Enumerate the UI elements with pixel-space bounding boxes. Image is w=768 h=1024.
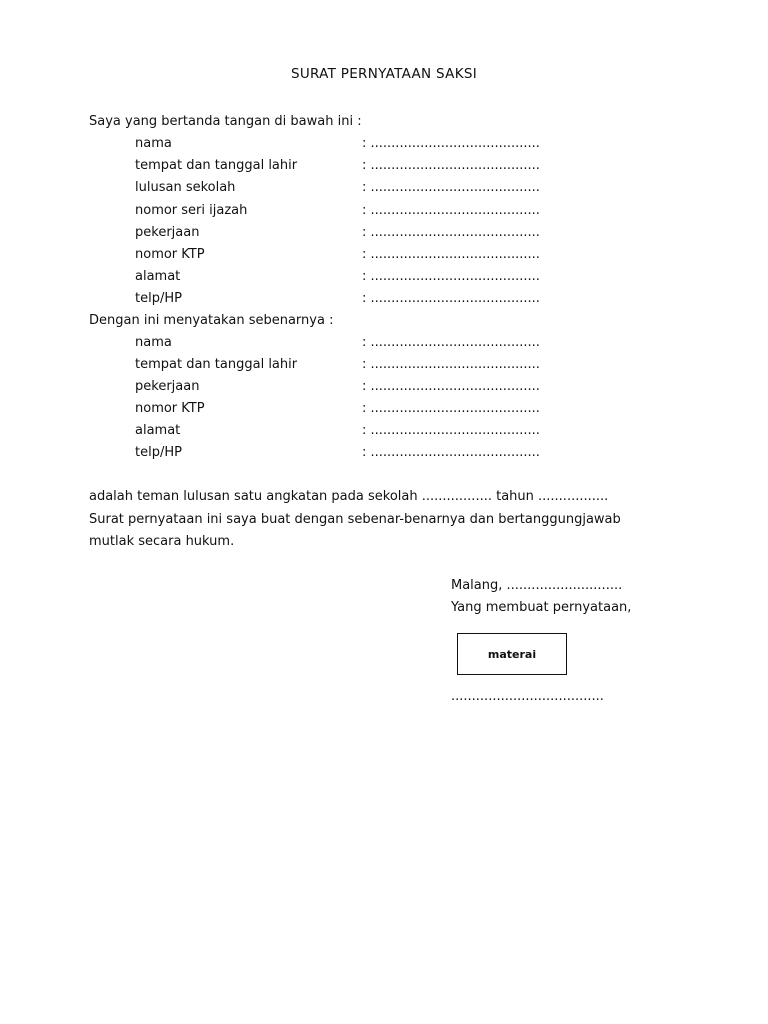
field-value-blank: : ......................................... xyxy=(362,445,540,460)
field-label: nomor seri ijazah xyxy=(135,203,248,218)
field-label: telp/HP xyxy=(135,445,182,460)
field-value-blank: : ......................................... xyxy=(362,158,540,173)
field-label: pekerjaan xyxy=(135,225,200,240)
field-value-blank: : ......................................... xyxy=(362,379,540,394)
field-label: alamat xyxy=(135,423,181,438)
field-label: tempat dan tanggal lahir xyxy=(135,158,298,173)
field-value-blank: : ......................................... xyxy=(362,269,540,284)
field-label: pekerjaan xyxy=(135,379,200,394)
stamp-label: materai xyxy=(487,647,537,661)
statement-line-3: mutlak secara hukum. xyxy=(89,534,235,549)
field-label: alamat xyxy=(135,269,181,284)
field-label: nomor KTP xyxy=(135,247,205,262)
field-label: tempat dan tanggal lahir xyxy=(135,357,298,372)
field-value-blank: : ......................................... xyxy=(362,291,540,306)
signer-caption: Yang membuat pernyataan, xyxy=(451,600,632,615)
field-value-blank: : ......................................... xyxy=(362,423,540,438)
field-value-blank: : ......................................... xyxy=(362,335,540,350)
field-value-blank: : ......................................... xyxy=(362,180,540,195)
field-label: nama xyxy=(135,136,172,151)
statement-line-1: adalah teman lulusan satu angkatan pada sekolah ................. tahun ................. xyxy=(89,489,609,504)
field-label: nama xyxy=(135,335,172,350)
field-value-blank: : ......................................... xyxy=(362,136,540,151)
intro-text-1: Saya yang bertanda tangan di bawah ini : xyxy=(89,114,362,129)
field-label: telp/HP xyxy=(135,291,182,306)
stamp-box xyxy=(457,633,567,675)
field-label: lulusan sekolah xyxy=(135,180,236,195)
statement-line-2: Surat pernyataan ini saya buat dengan sebenar-benarnya dan bertanggungjawab xyxy=(89,512,621,527)
intro-text-2: Dengan ini menyatakan sebenarnya : xyxy=(89,313,334,328)
document-title: SURAT PERNYATAAN SAKSI xyxy=(290,66,478,82)
field-label: nomor KTP xyxy=(135,401,205,416)
field-value-blank: : ......................................... xyxy=(362,401,540,416)
field-value-blank: : ......................................... xyxy=(362,357,540,372)
field-value-blank: : ......................................... xyxy=(362,203,540,218)
field-value-blank: : ......................................... xyxy=(362,247,540,262)
signature-line: ..................................... xyxy=(451,689,604,704)
field-value-blank: : ......................................... xyxy=(362,225,540,240)
place-date: Malang, ............................ xyxy=(451,578,623,593)
